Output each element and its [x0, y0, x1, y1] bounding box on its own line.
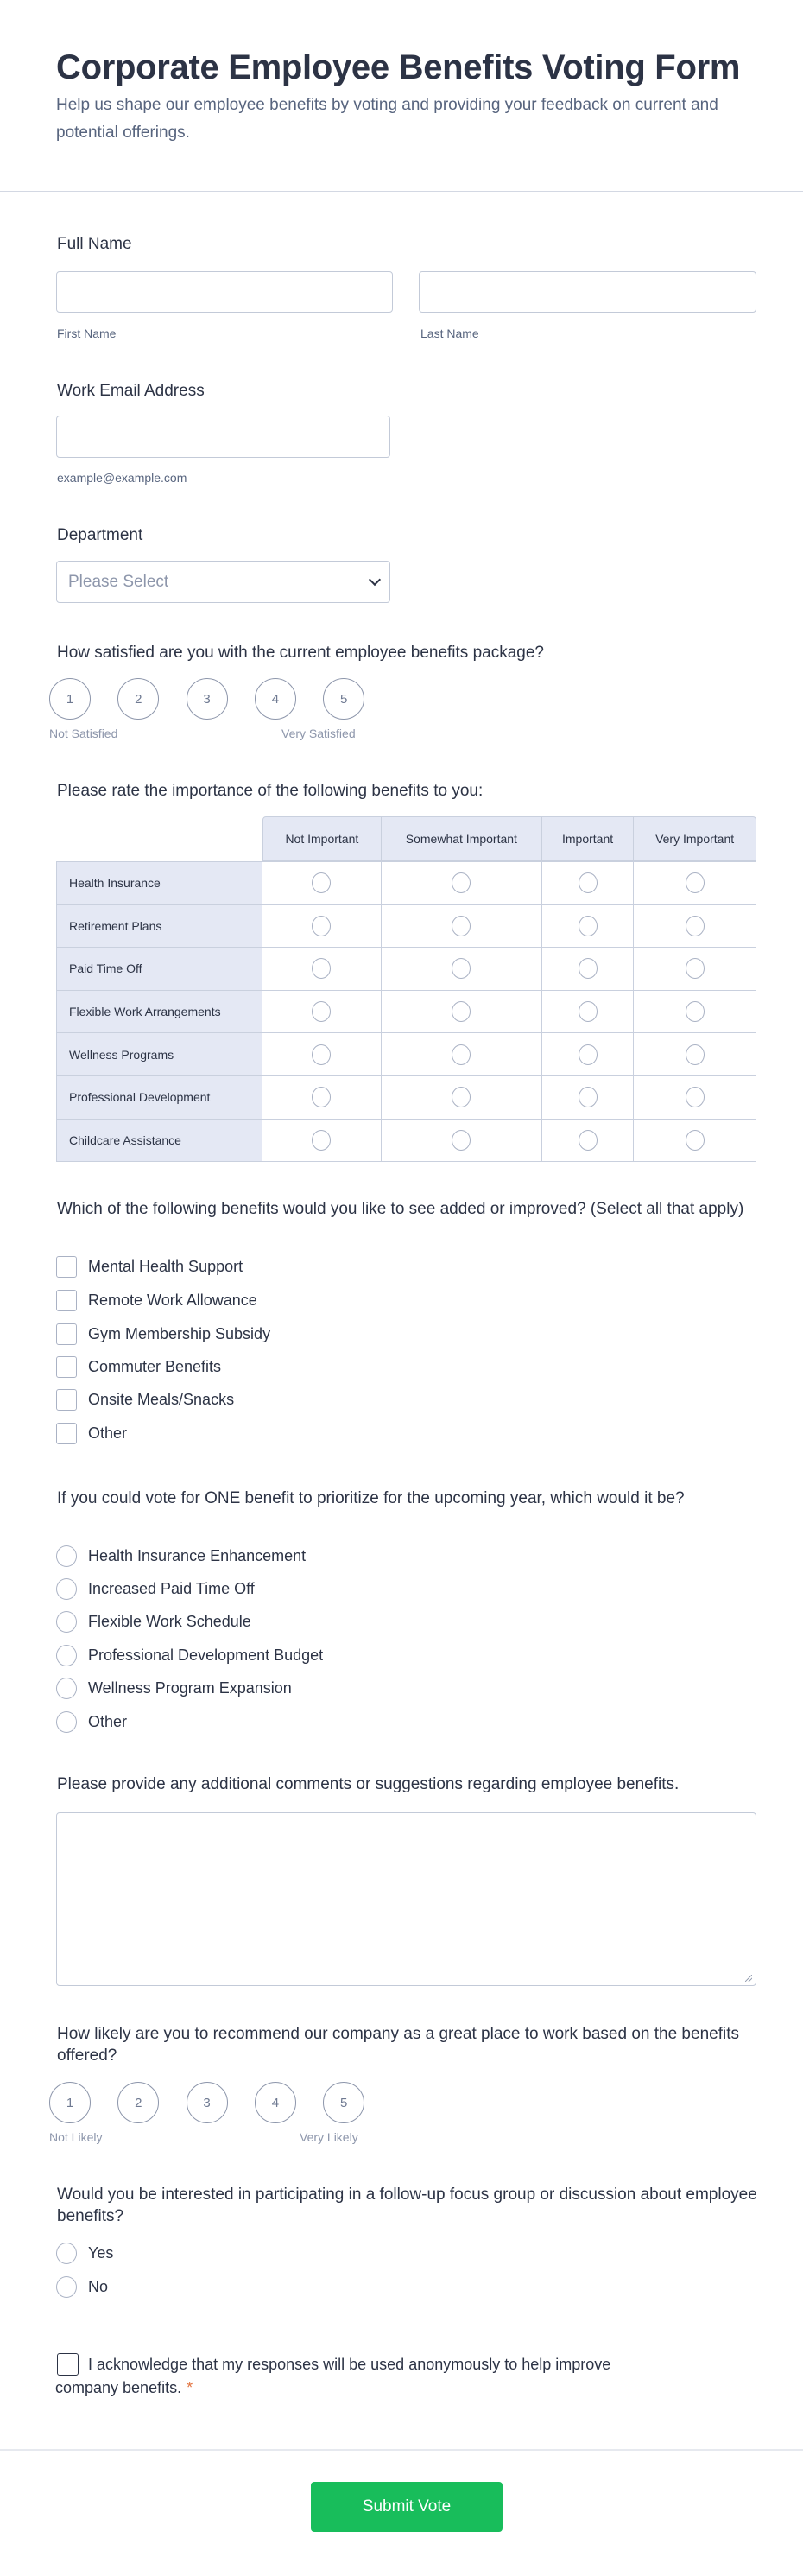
- matrix-radio[interactable]: [452, 916, 471, 936]
- matrix-radio[interactable]: [686, 872, 705, 893]
- matrix-row-label: Health Insurance: [56, 861, 262, 905]
- prioritize-option[interactable]: [56, 1644, 323, 1666]
- matrix-radio[interactable]: [312, 872, 331, 893]
- matrix-cell: [634, 1033, 756, 1076]
- matrix-radio[interactable]: [452, 872, 471, 893]
- recommend-question: How likely are you to recommend our company as a great place to work based on the benefits offered?: [57, 2025, 739, 2065]
- matrix-cell: [262, 1076, 382, 1120]
- matrix-row-label: Paid Time Off: [56, 948, 262, 991]
- matrix-row: [56, 991, 756, 1034]
- matrix-radio[interactable]: [452, 1130, 471, 1151]
- matrix-cell: [262, 948, 382, 991]
- matrix-cell: [382, 991, 542, 1034]
- prioritize-option-label: Health Insurance Enhancement: [88, 1546, 307, 1564]
- prioritize-option[interactable]: [56, 1677, 292, 1699]
- matrix-cell: [634, 861, 756, 905]
- prioritize-option-label: Professional Development Budget: [88, 1646, 324, 1664]
- recommend-option-1[interactable]: 1: [49, 2082, 91, 2123]
- prioritize-option-label: Other: [88, 1712, 128, 1730]
- recommend-option-5[interactable]: 5: [323, 2082, 364, 2123]
- checkbox[interactable]: [56, 1356, 77, 1378]
- matrix-radio[interactable]: [312, 958, 331, 979]
- matrix-cell: [542, 948, 634, 991]
- improve-option-label: Mental Health Support: [88, 1257, 243, 1275]
- matrix-cell: [382, 1120, 542, 1163]
- matrix-radio[interactable]: [579, 1001, 598, 1022]
- matrix-row-label: Wellness Programs: [56, 1033, 262, 1076]
- matrix-radio[interactable]: [312, 1001, 331, 1022]
- matrix-radio[interactable]: [579, 1130, 598, 1151]
- matrix-cell: [634, 948, 756, 991]
- satisfaction-min-label: Not Satisfied: [49, 726, 118, 740]
- matrix-row-label: Flexible Work Arrangements: [56, 991, 262, 1034]
- improve-option[interactable]: [56, 1255, 243, 1278]
- acknowledge-label: [55, 2353, 677, 2400]
- matrix-radio[interactable]: [686, 1001, 705, 1022]
- prioritize-option-label: Flexible Work Schedule: [88, 1612, 251, 1630]
- satisfaction-option-1[interactable]: 1: [49, 678, 91, 720]
- matrix-cell: [262, 991, 382, 1034]
- last-name-sublabel: Last Name: [420, 327, 479, 340]
- satisfaction-option-5[interactable]: 5: [323, 678, 364, 720]
- matrix-row: [56, 905, 756, 949]
- matrix-radio[interactable]: [452, 958, 471, 979]
- checkbox[interactable]: [56, 1290, 77, 1311]
- improve-option-label: Gym Membership Subsidy: [88, 1324, 271, 1342]
- matrix-cell: [262, 861, 382, 905]
- full-name-label: Full Name: [57, 235, 132, 253]
- email-label: Work Email Address: [57, 382, 205, 400]
- matrix-cell: [634, 1120, 756, 1163]
- improve-option[interactable]: [56, 1422, 127, 1444]
- matrix-cell: [382, 1076, 542, 1120]
- matrix-column-header: Not Important: [262, 816, 382, 861]
- radio-button[interactable]: [56, 1645, 77, 1666]
- improve-option[interactable]: [56, 1323, 270, 1345]
- email-sublabel: example@example.com: [57, 471, 187, 485]
- checkbox[interactable]: [56, 1423, 77, 1444]
- header-divider: [0, 191, 803, 192]
- matrix-cell: [634, 905, 756, 949]
- checkbox[interactable]: [56, 1323, 77, 1345]
- importance-question: Please rate the importance of the following benefits to you:: [57, 782, 484, 800]
- satisfaction-option-2[interactable]: 2: [117, 678, 159, 720]
- focus_group-option[interactable]: [56, 2242, 113, 2264]
- matrix-cell: [262, 905, 382, 949]
- matrix-radio[interactable]: [452, 1044, 471, 1065]
- footer-divider: [0, 2449, 803, 2451]
- required-mark: *: [187, 2379, 193, 2396]
- recommend-option-4[interactable]: 4: [255, 2082, 296, 2123]
- radio-button[interactable]: [56, 2243, 77, 2264]
- matrix-radio[interactable]: [579, 872, 598, 893]
- first-name-sublabel: First Name: [57, 327, 117, 340]
- form-subtitle: Help us shape our employee benefits by voting and providing your feedback on current and potential offerings.: [56, 96, 718, 142]
- matrix-column-header: Very Important: [634, 816, 756, 861]
- prioritize-question: If you could vote for ONE benefit to prioritize for the upcoming year, which would it be?: [57, 1489, 685, 1507]
- recommend-max-label: Very Likely: [300, 2130, 358, 2144]
- improve-option-label: Onsite Meals/Snacks: [88, 1390, 235, 1408]
- focus_group-option-label: No: [88, 2277, 109, 2295]
- prioritize-option-label: Wellness Program Expansion: [88, 1678, 292, 1697]
- improve-option[interactable]: [56, 1388, 234, 1411]
- matrix-row-label: Professional Development: [56, 1076, 262, 1120]
- department-select[interactable]: [56, 561, 390, 603]
- matrix-radio[interactable]: [312, 1130, 331, 1151]
- improve-question: Which of the following benefits would you like to see added or improved? (Select all that apply): [57, 1200, 744, 1218]
- matrix-row: [56, 948, 756, 991]
- matrix-radio[interactable]: [452, 1001, 471, 1022]
- matrix-radio[interactable]: [686, 958, 705, 979]
- matrix-cell: [382, 905, 542, 949]
- improve-option-label: Other: [88, 1424, 128, 1442]
- recommend-option-3[interactable]: 3: [187, 2082, 228, 2123]
- radio-button[interactable]: [56, 1711, 77, 1733]
- satisfaction-option-4[interactable]: 4: [255, 678, 296, 720]
- matrix-corner: [56, 816, 262, 861]
- prioritize-option[interactable]: [56, 1545, 306, 1567]
- chevron-down-icon: [369, 574, 381, 586]
- improve-option[interactable]: [56, 1355, 221, 1378]
- matrix-cell: [542, 1033, 634, 1076]
- matrix-radio[interactable]: [312, 1087, 331, 1107]
- matrix-cell: [262, 1033, 382, 1076]
- matrix-row: [56, 1033, 756, 1076]
- matrix-cell: [634, 1076, 756, 1120]
- form-title: Corporate Employee Benefits Voting Form: [56, 48, 741, 86]
- department-selected-value: Please Select: [68, 573, 169, 591]
- matrix-row-label: Childcare Assistance: [56, 1120, 262, 1163]
- acknowledge-text: I acknowledge that my responses will be used anonymously to help improve company benefits.: [55, 2356, 611, 2396]
- email-input[interactable]: [56, 416, 390, 458]
- improve-option-label: Commuter Benefits: [88, 1357, 222, 1375]
- comments-textarea[interactable]: [56, 1812, 756, 1986]
- matrix-cell: [542, 905, 634, 949]
- checkbox[interactable]: [56, 1389, 77, 1411]
- matrix-radio[interactable]: [579, 958, 598, 979]
- matrix-radio[interactable]: [579, 1087, 598, 1107]
- matrix-row: [56, 1120, 756, 1163]
- radio-button[interactable]: [56, 2276, 77, 2298]
- matrix-cell: [542, 1120, 634, 1163]
- matrix-cell: [542, 1076, 634, 1120]
- matrix-radio[interactable]: [312, 1044, 331, 1065]
- matrix-cell: [542, 861, 634, 905]
- matrix-column-header: Somewhat Important: [382, 816, 542, 861]
- matrix-radio[interactable]: [686, 916, 705, 936]
- matrix-radio[interactable]: [579, 916, 598, 936]
- importance-matrix: [56, 816, 756, 1162]
- prioritize-option[interactable]: [56, 1710, 127, 1733]
- matrix-radio[interactable]: [686, 1044, 705, 1065]
- matrix-radio[interactable]: [686, 1130, 705, 1151]
- improve-option[interactable]: [56, 1289, 257, 1311]
- satisfaction-option-3[interactable]: 3: [187, 678, 228, 720]
- radio-button[interactable]: [56, 1611, 77, 1633]
- first-name-input[interactable]: [56, 271, 393, 313]
- comments-question: Please provide any additional comments or suggestions regarding employee benefits.: [57, 1775, 680, 1793]
- focus_group-option-label: Yes: [88, 2243, 114, 2262]
- matrix-row: [56, 1076, 756, 1120]
- satisfaction-max-label: Very Satisfied: [281, 726, 356, 740]
- matrix-cell: [382, 861, 542, 905]
- focus-group-question: Would you be interested in participating in a follow-up focus group or discussion about employee benefits?: [57, 2186, 757, 2225]
- matrix-radio[interactable]: [686, 1087, 705, 1107]
- radio-button[interactable]: [56, 1678, 77, 1699]
- checkbox[interactable]: [56, 1256, 77, 1278]
- matrix-cell: [382, 948, 542, 991]
- matrix-cell: [634, 991, 756, 1034]
- recommend-option-2[interactable]: 2: [117, 2082, 159, 2123]
- matrix-cell: [262, 1120, 382, 1163]
- radio-button[interactable]: [56, 1578, 77, 1600]
- matrix-radio[interactable]: [452, 1087, 471, 1107]
- prioritize-option-label: Increased Paid Time Off: [88, 1579, 255, 1597]
- matrix-row-label: Retirement Plans: [56, 905, 262, 949]
- recommend-min-label: Not Likely: [49, 2130, 103, 2144]
- department-label: Department: [57, 526, 143, 544]
- satisfaction-question: How satisfied are you with the current employee benefits package?: [57, 644, 544, 662]
- focus_group-option[interactable]: [56, 2275, 108, 2298]
- matrix-radio[interactable]: [312, 916, 331, 936]
- matrix-cell: [542, 991, 634, 1034]
- prioritize-option[interactable]: [56, 1577, 255, 1600]
- submit-vote-button[interactable]: Submit Vote: [311, 2482, 503, 2532]
- matrix-cell: [382, 1033, 542, 1076]
- matrix-row: [56, 861, 756, 905]
- prioritize-option[interactable]: [56, 1610, 251, 1633]
- resize-handle-icon[interactable]: [745, 1975, 752, 1982]
- radio-button[interactable]: [56, 1545, 77, 1567]
- matrix-radio[interactable]: [579, 1044, 598, 1065]
- improve-option-label: Remote Work Allowance: [88, 1291, 257, 1309]
- last-name-input[interactable]: [419, 271, 756, 313]
- matrix-column-header: Important: [542, 816, 634, 861]
